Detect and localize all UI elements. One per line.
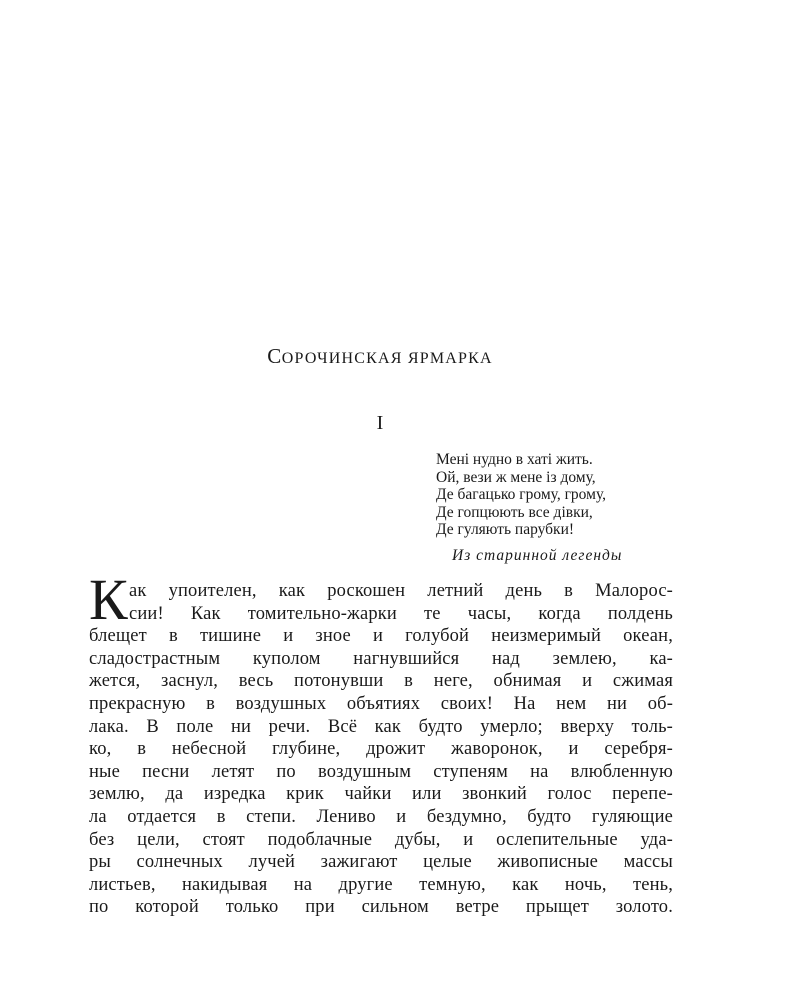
paragraph-line: блещет в тишине и зное и голубой неизмеримый океан, bbox=[89, 626, 673, 647]
epigraph-source: Из старинной легенды bbox=[452, 546, 623, 564]
paragraph-line: жется, заснул, весь потонувши в неге, обнимая и сжимая bbox=[89, 671, 673, 692]
paragraph-line: ла отдается в степи. Лениво и бездумно, будто гуляющие bbox=[89, 806, 673, 827]
paragraph-line: листьев, накидывая на другие темную, как ночь, тень, bbox=[89, 874, 673, 895]
epigraph-line: Де багацько грому, грому, bbox=[436, 486, 607, 503]
epigraph-line: Де гопцюють все дівки, bbox=[436, 503, 593, 521]
paragraph-line: ные песни летят по воздушным ступеням на влюбленную bbox=[89, 761, 673, 782]
epigraph-line: Мені нудно в хаті жить. bbox=[436, 451, 593, 468]
paragraph-line: лака. В поле ни речи. Всё как будто умерло; вверху толь- bbox=[89, 716, 673, 737]
paragraph-line: землю, да изредка крик чайки или звонкий голос перепе- bbox=[89, 784, 673, 805]
paragraph-line: по которой только при сильном ветре прыщет золото. bbox=[89, 897, 673, 918]
story-title bbox=[0, 344, 760, 369]
epigraph-line: Ой, вези ж мене із дому, bbox=[436, 468, 596, 486]
story-title-initial: С bbox=[267, 344, 282, 368]
epigraph bbox=[436, 451, 686, 564]
paragraph-line: без цели, стоят подоблачные дубы, и ослепительные уда- bbox=[89, 829, 673, 850]
paragraph-line: ры солнечных лучей зажигают целые живописные массы bbox=[89, 852, 673, 873]
chapter-number: I bbox=[376, 412, 384, 434]
paragraph-line: ак упоителен, как роскошен летний день в Малорос- bbox=[129, 581, 673, 601]
paragraph-line: ко, в небесной глубине, дрожит жаворонок, и серебря- bbox=[89, 739, 673, 760]
body-paragraph bbox=[89, 567, 673, 919]
story-title-rest: ОРОЧИНСКАЯ ЯРМАРКА bbox=[281, 350, 493, 367]
paragraph-line: сладострастным куполом нагнувшийся над землею, ка- bbox=[89, 648, 673, 669]
paragraph-line: прекрасную в воздушных объятиях своих! На нем ни об- bbox=[89, 693, 673, 714]
paragraph-line: сии! Как томительно-жарки те часы, когда полдень bbox=[129, 603, 673, 624]
drop-cap: К bbox=[89, 567, 128, 632]
epigraph-line: Де гуляють парубки! bbox=[436, 521, 575, 538]
